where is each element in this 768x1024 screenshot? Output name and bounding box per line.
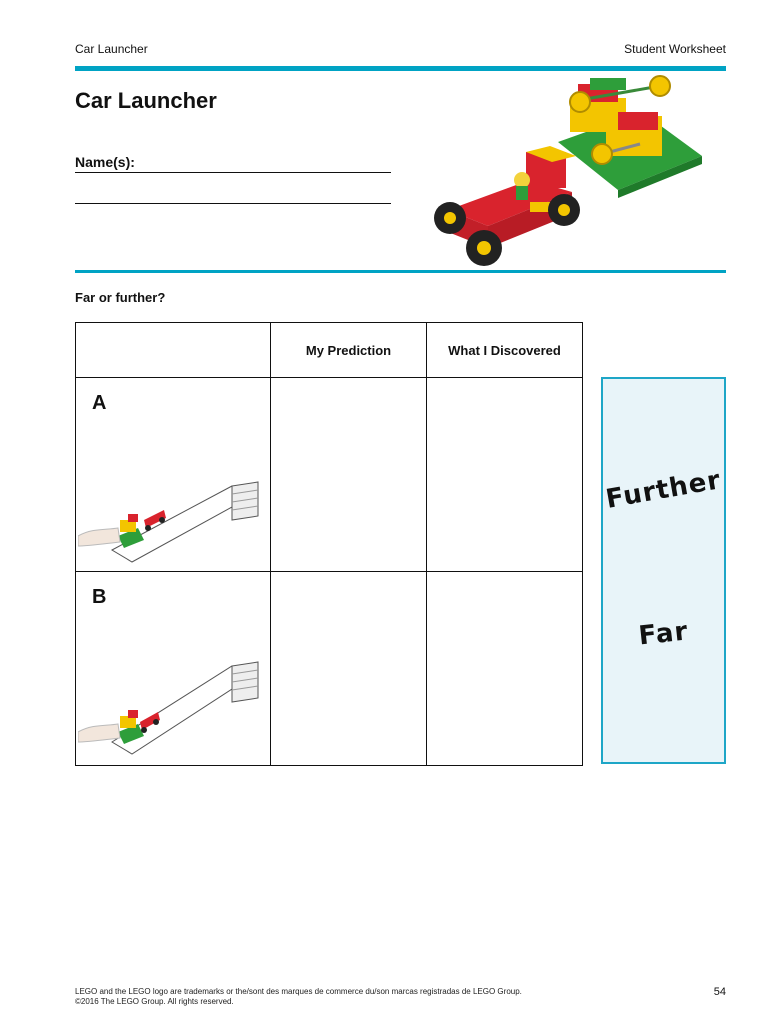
driver-figure	[514, 172, 530, 188]
table-header-prediction: My Prediction	[271, 323, 427, 378]
answer-word-further[interactable]: Further	[603, 465, 724, 515]
top-rule	[75, 66, 726, 71]
row-b-illustration-cell	[76, 572, 271, 766]
row-a-illustration-cell	[76, 378, 271, 572]
table-row	[76, 572, 583, 766]
launcher-wheel	[570, 92, 590, 112]
row-b-discovered-cell[interactable]	[427, 572, 583, 766]
prediction-table	[75, 322, 583, 766]
table-row	[76, 378, 583, 572]
steep-ramp-illustration	[78, 424, 268, 564]
names-label: Name(s):	[75, 154, 135, 170]
table-header-empty	[76, 323, 271, 378]
row-b-prediction-cell[interactable]	[271, 572, 427, 766]
name-line-2[interactable]	[75, 203, 391, 204]
footer-trademark-line: LEGO and the LEGO logo are trademarks or the/sont des marques de commerce du/son marcas registradas de LEGO Group.	[75, 987, 522, 996]
section-title: Far or further?	[75, 290, 166, 305]
car-launcher-illustration	[430, 72, 710, 270]
answer-word-box	[601, 377, 726, 764]
row-letter-a: A	[92, 392, 107, 414]
row-a-prediction-cell[interactable]	[271, 378, 427, 572]
footer-legal	[75, 987, 522, 1007]
header-right-label: Student Worksheet	[624, 42, 726, 56]
table-header-discovered: What I Discovered	[427, 323, 583, 378]
table-header-row	[76, 323, 583, 378]
page-number: 54	[713, 986, 726, 998]
header-left-title: Car Launcher	[75, 42, 148, 56]
name-line-1[interactable]	[75, 172, 391, 173]
footer-copyright-line: ©2016 The LEGO Group. All rights reserved.	[75, 997, 234, 1006]
section-rule	[75, 270, 726, 273]
answer-word-far[interactable]: Far	[637, 616, 690, 652]
row-a-discovered-cell[interactable]	[427, 378, 583, 572]
row-letter-b: B	[92, 586, 107, 608]
shallow-ramp-illustration	[78, 618, 268, 758]
page-title: Car Launcher	[75, 88, 217, 113]
